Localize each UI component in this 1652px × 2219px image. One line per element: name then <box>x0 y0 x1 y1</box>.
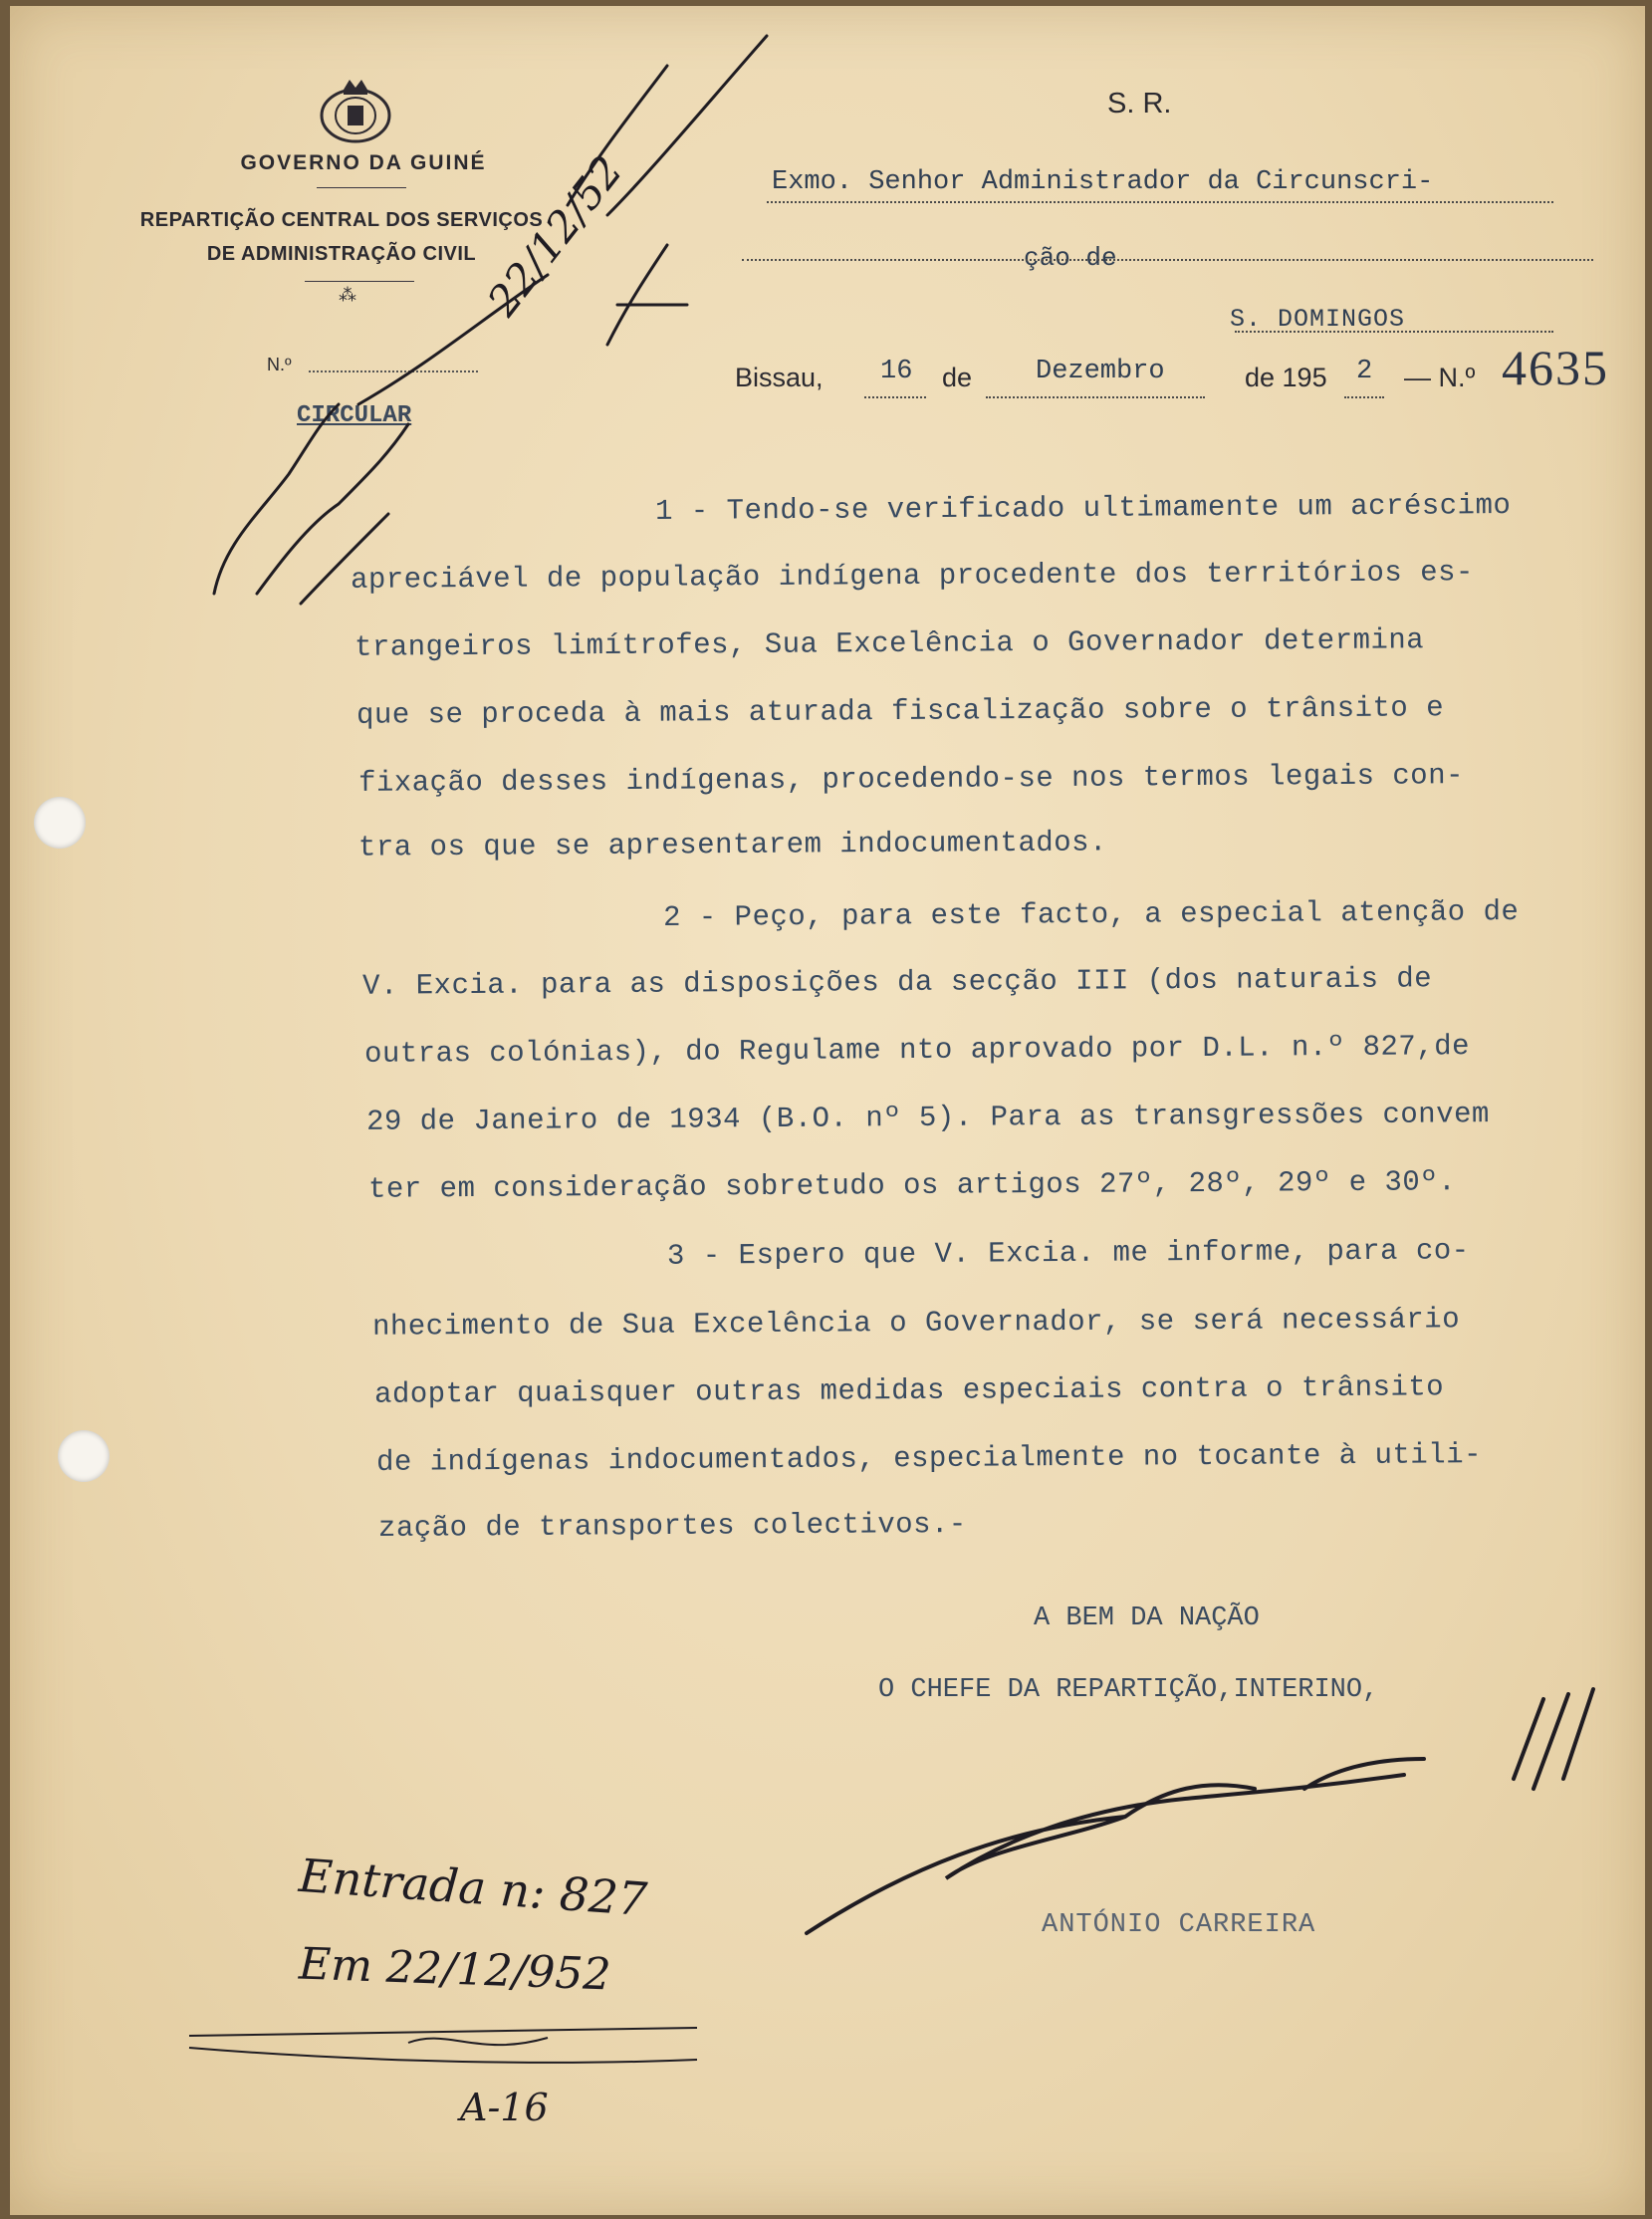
body-line-4: que se proceda à mais aturada fiscalização sobre o trânsito e <box>355 691 1445 732</box>
body-line-9: outras colónias), do Regulame nto aprovado por D.L. n.º 827,de <box>363 1030 1471 1071</box>
date-city: Bissau, <box>735 363 824 392</box>
body-line-15: de indígenas indocumentados, especialmente no tocante à utili- <box>375 1438 1483 1479</box>
date-de-2: de 195 <box>1245 363 1327 392</box>
body-line-7: 2 - Peço, para este facto, a especial atenção de <box>662 895 1520 934</box>
number-label: N.º <box>267 355 292 374</box>
signatory-name: ANTÓNIO CARREIRA <box>1042 1910 1316 1940</box>
handwritten-ink-layer <box>10 6 1645 2215</box>
date-day: 16 <box>880 357 913 386</box>
closing-motto: A BEM DA NAÇÃO <box>1034 1603 1260 1633</box>
body-line-3: trangeiros limítrofes, Sua Excelência o Governador determina <box>354 623 1425 664</box>
body-line-14: adoptar quaisquer outras medidas especiais contra o trânsito <box>373 1370 1445 1411</box>
body-line-13: nhecimento de Sua Excelência o Governador, se será necessário <box>371 1303 1461 1344</box>
entry-number-handwritten: Entrada n: 827 <box>297 1848 649 1927</box>
body-line-16: zação de transportes colectivos.- <box>377 1507 967 1546</box>
body-line-10: 29 de Janeiro de 1934 (B.O. nº 5). Para as transgressões convem <box>365 1098 1490 1138</box>
entry-reference-handwritten: A-16 <box>460 2086 549 2129</box>
signature-icon <box>807 1689 1593 1933</box>
salutation: S. R. <box>1107 88 1172 120</box>
date-de-1: de <box>942 363 973 392</box>
margin-note-date-handwritten: 22/12/52 <box>478 146 632 326</box>
entry-underline-icon <box>189 2028 697 2063</box>
body-line-1: 1 - Tendo-se verificado ultimamente um acréscimo <box>654 489 1512 528</box>
government-title: GOVERNO DA GUINÉ <box>240 151 487 174</box>
date-number: 4635 <box>1502 340 1609 395</box>
body-line-5: fixação desses indígenas, procedendo-se nos termos legais con- <box>357 759 1465 800</box>
date-number-label: — N.º <box>1404 363 1476 392</box>
body-line-6: tra os que se apresentarem indocumentados. <box>357 826 1108 864</box>
ornament-icon: ⁂ <box>339 285 356 305</box>
date-month: Dezembro <box>1036 357 1165 386</box>
margin-scribble-icon <box>214 36 767 604</box>
department-line-2: DE ADMINISTRAÇÃO CIVIL <box>206 243 477 265</box>
circular-heading: CIRCULAR <box>297 402 412 429</box>
document-page <box>10 6 1645 2215</box>
recipient-line-2: ção de <box>1024 243 1117 273</box>
body-line-12: 3 - Espero que V. Excia. me informe, para co- <box>666 1234 1470 1273</box>
recipient-line-1: Exmo. Senhor Administrador da Circunscri- <box>772 167 1434 197</box>
body-line-8: V. Excia. para as disposições da secção III (dos naturais de <box>361 962 1433 1003</box>
department-line-1: REPARTIÇÃO CENTRAL DOS SERVIÇOS <box>139 209 544 231</box>
closing-title: O CHEFE DA REPARTIÇÃO,INTERINO, <box>878 1675 1379 1705</box>
entry-date-handwritten: Em 22/12/952 <box>298 1938 612 2001</box>
body-line-11: ter em consideração sobretudo os artigos 27º, 28º, 29º e 30º. <box>367 1165 1457 1206</box>
body-line-2: apreciável de população indígena procedente dos territórios es- <box>350 556 1474 597</box>
recipient-line-3: S. DOMINGOS <box>1230 305 1406 334</box>
date-year-digit: 2 <box>1356 357 1373 386</box>
